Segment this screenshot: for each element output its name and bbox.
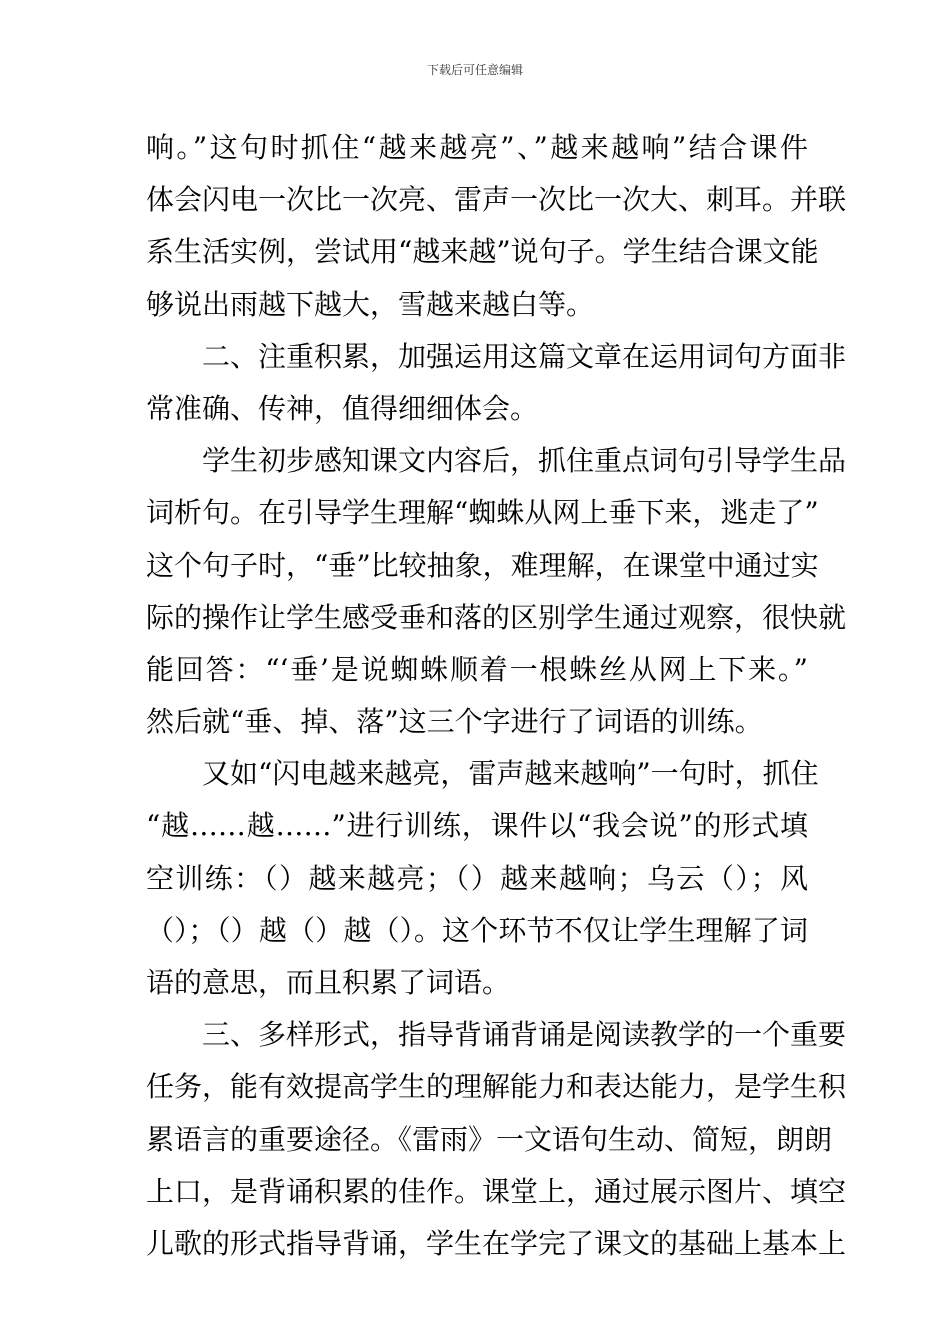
text-line: 系生活实例，尝试用“越来越”说句子。学生结合课文能 — [146, 235, 819, 269]
document-body — [146, 122, 847, 1270]
text-line: 又如“闪电越来越亮，雷声越来越响”一句时，抓住 — [202, 757, 819, 791]
text-line: 儿歌的形式指导背诵，学生在学完了课文的基础上基本上 — [146, 1226, 847, 1260]
text-line: 空训练：（）越来越亮；（）越来越响；乌云（）；风 — [146, 861, 808, 895]
text-line: 累语言的重要途径。《雷雨》一文语句生动、简短，朗朗 — [146, 1122, 833, 1156]
text-line: 二、注重积累，加强运用这篇文章在运用词句方面非 — [202, 339, 847, 373]
text-line: 任务，能有效提高学生的理解能力和表达能力，是学生积 — [146, 1070, 847, 1104]
text-line: 然后就“垂、掉、落”这三个字进行了词语的训练。 — [146, 705, 763, 739]
text-line: 学生初步感知课文内容后，抓住重点词句引导学生品 — [202, 444, 847, 478]
text-line: 上口，是背诵积累的佳作。课堂上，通过展示图片、填空 — [146, 1174, 847, 1208]
text-line: 能回答：“‘垂’是说蜘蛛顺着一根蛛丝从网上下来。” — [146, 652, 808, 686]
text-line: 词析句。在引导学生理解“蜘蛛从网上垂下来，逃走了” — [146, 496, 819, 530]
text-line: 体会闪电一次比一次亮、雷声一次比一次大、刺耳。并联 — [146, 183, 847, 217]
text-line: 响。”这句时抓住“越来越亮”、”越来越响”结合课件 — [146, 131, 808, 164]
page-header: 下载后可任意编辑 — [426, 63, 523, 77]
text-line: “越……越……”进行训练，课件以“我会说”的形式填 — [146, 809, 808, 843]
text-line: （）；（）越（）越（）。这个环节不仅让学生理解了词 — [146, 913, 808, 947]
text-line: 这个句子时，“垂”比较抽象，难理解，在课堂中通过实 — [146, 548, 819, 582]
text-line: 三、多样形式，指导背诵背诵是阅读教学的一个重要 — [202, 1018, 847, 1052]
text-line: 常准确、传神，值得细细体会。 — [146, 391, 539, 425]
text-line: 够说出雨越下越大，雪越来越白等。 — [146, 287, 595, 321]
text-line: 际的操作让学生感受垂和落的区别学生通过观察，很快就 — [146, 600, 847, 634]
text-line: 语的意思，而且积累了词语。 — [146, 966, 511, 999]
